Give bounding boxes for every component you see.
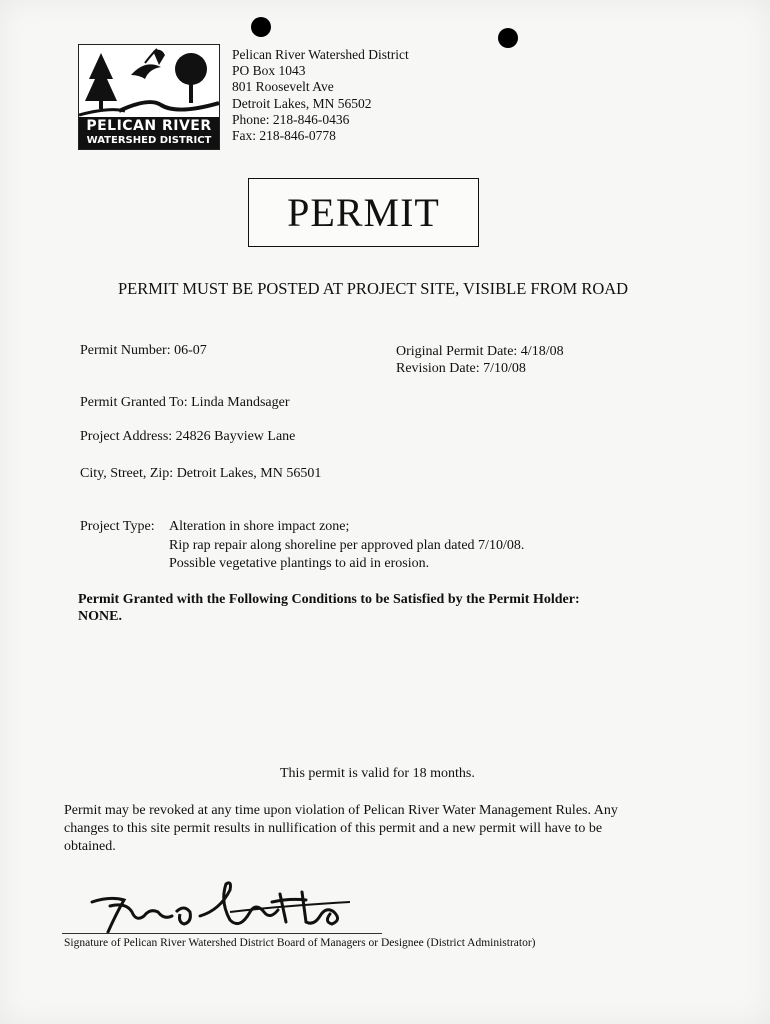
validity-statement: This permit is valid for 18 months.	[280, 766, 475, 781]
revocation-line: Permit may be revoked at any time upon violation of Pelican River Water Management Rules. Any	[64, 803, 618, 818]
conditions-value: NONE.	[78, 609, 122, 624]
project-type-line: Alteration in shore impact zone;	[169, 519, 350, 534]
permit-title: PERMIT	[248, 178, 479, 247]
revocation-line: obtained.	[64, 839, 116, 854]
punch-hole-right	[498, 28, 518, 48]
revocation-line: changes to this site permit results in nullification of this permit and a new permit will have to be	[64, 821, 603, 836]
revision-date: Revision Date: 7/10/08	[396, 361, 526, 376]
punch-hole-left	[251, 17, 271, 37]
signature-caption: Signature of Pelican River Watershed District Board of Managers or Designee (District Administrator)	[64, 937, 536, 949]
city-address: Detroit Lakes, MN 56502	[232, 95, 372, 111]
project-type-label: Project Type:	[80, 519, 155, 534]
phone-number: Phone: 218-846-0436	[232, 111, 350, 127]
logo-illustration	[79, 45, 219, 119]
logo-text-line2: WATERSHED DISTRICT	[86, 135, 212, 146]
project-type-line: Possible vegetative plantings to aid in erosion.	[169, 556, 430, 571]
po-box: PO Box 1043	[232, 63, 306, 79]
conditions-heading: Permit Granted with the Following Conditions to be Satisfied by the Permit Holder:	[78, 592, 580, 607]
logo-banner	[79, 117, 219, 149]
permit-number: Permit Number: 06-07	[80, 343, 207, 358]
posting-notice: PERMIT MUST BE POSTED AT PROJECT SITE, VISIBLE FROM ROAD	[118, 279, 629, 298]
original-permit-date: Original Permit Date: 4/18/08	[396, 344, 564, 359]
handwritten-signature	[80, 872, 360, 942]
logo-text-line1: PELICAN RIVER	[86, 118, 212, 134]
city-street-zip: City, Street, Zip: Detroit Lakes, MN 56501	[80, 466, 322, 481]
permit-granted-to: Permit Granted To: Linda Mandsager	[80, 395, 290, 410]
project-address: Project Address: 24826 Bayview Lane	[80, 429, 296, 444]
contact-block	[232, 47, 409, 144]
project-type-line: Rip rap repair along shoreline per approved plan dated 7/10/08.	[169, 538, 525, 553]
signature-line	[62, 933, 382, 934]
org-name: Pelican River Watershed District	[232, 47, 409, 62]
district-logo	[78, 44, 220, 150]
street-address: 801 Roosevelt Ave	[232, 79, 334, 95]
fax-number: Fax: 218-846-0778	[232, 128, 336, 144]
